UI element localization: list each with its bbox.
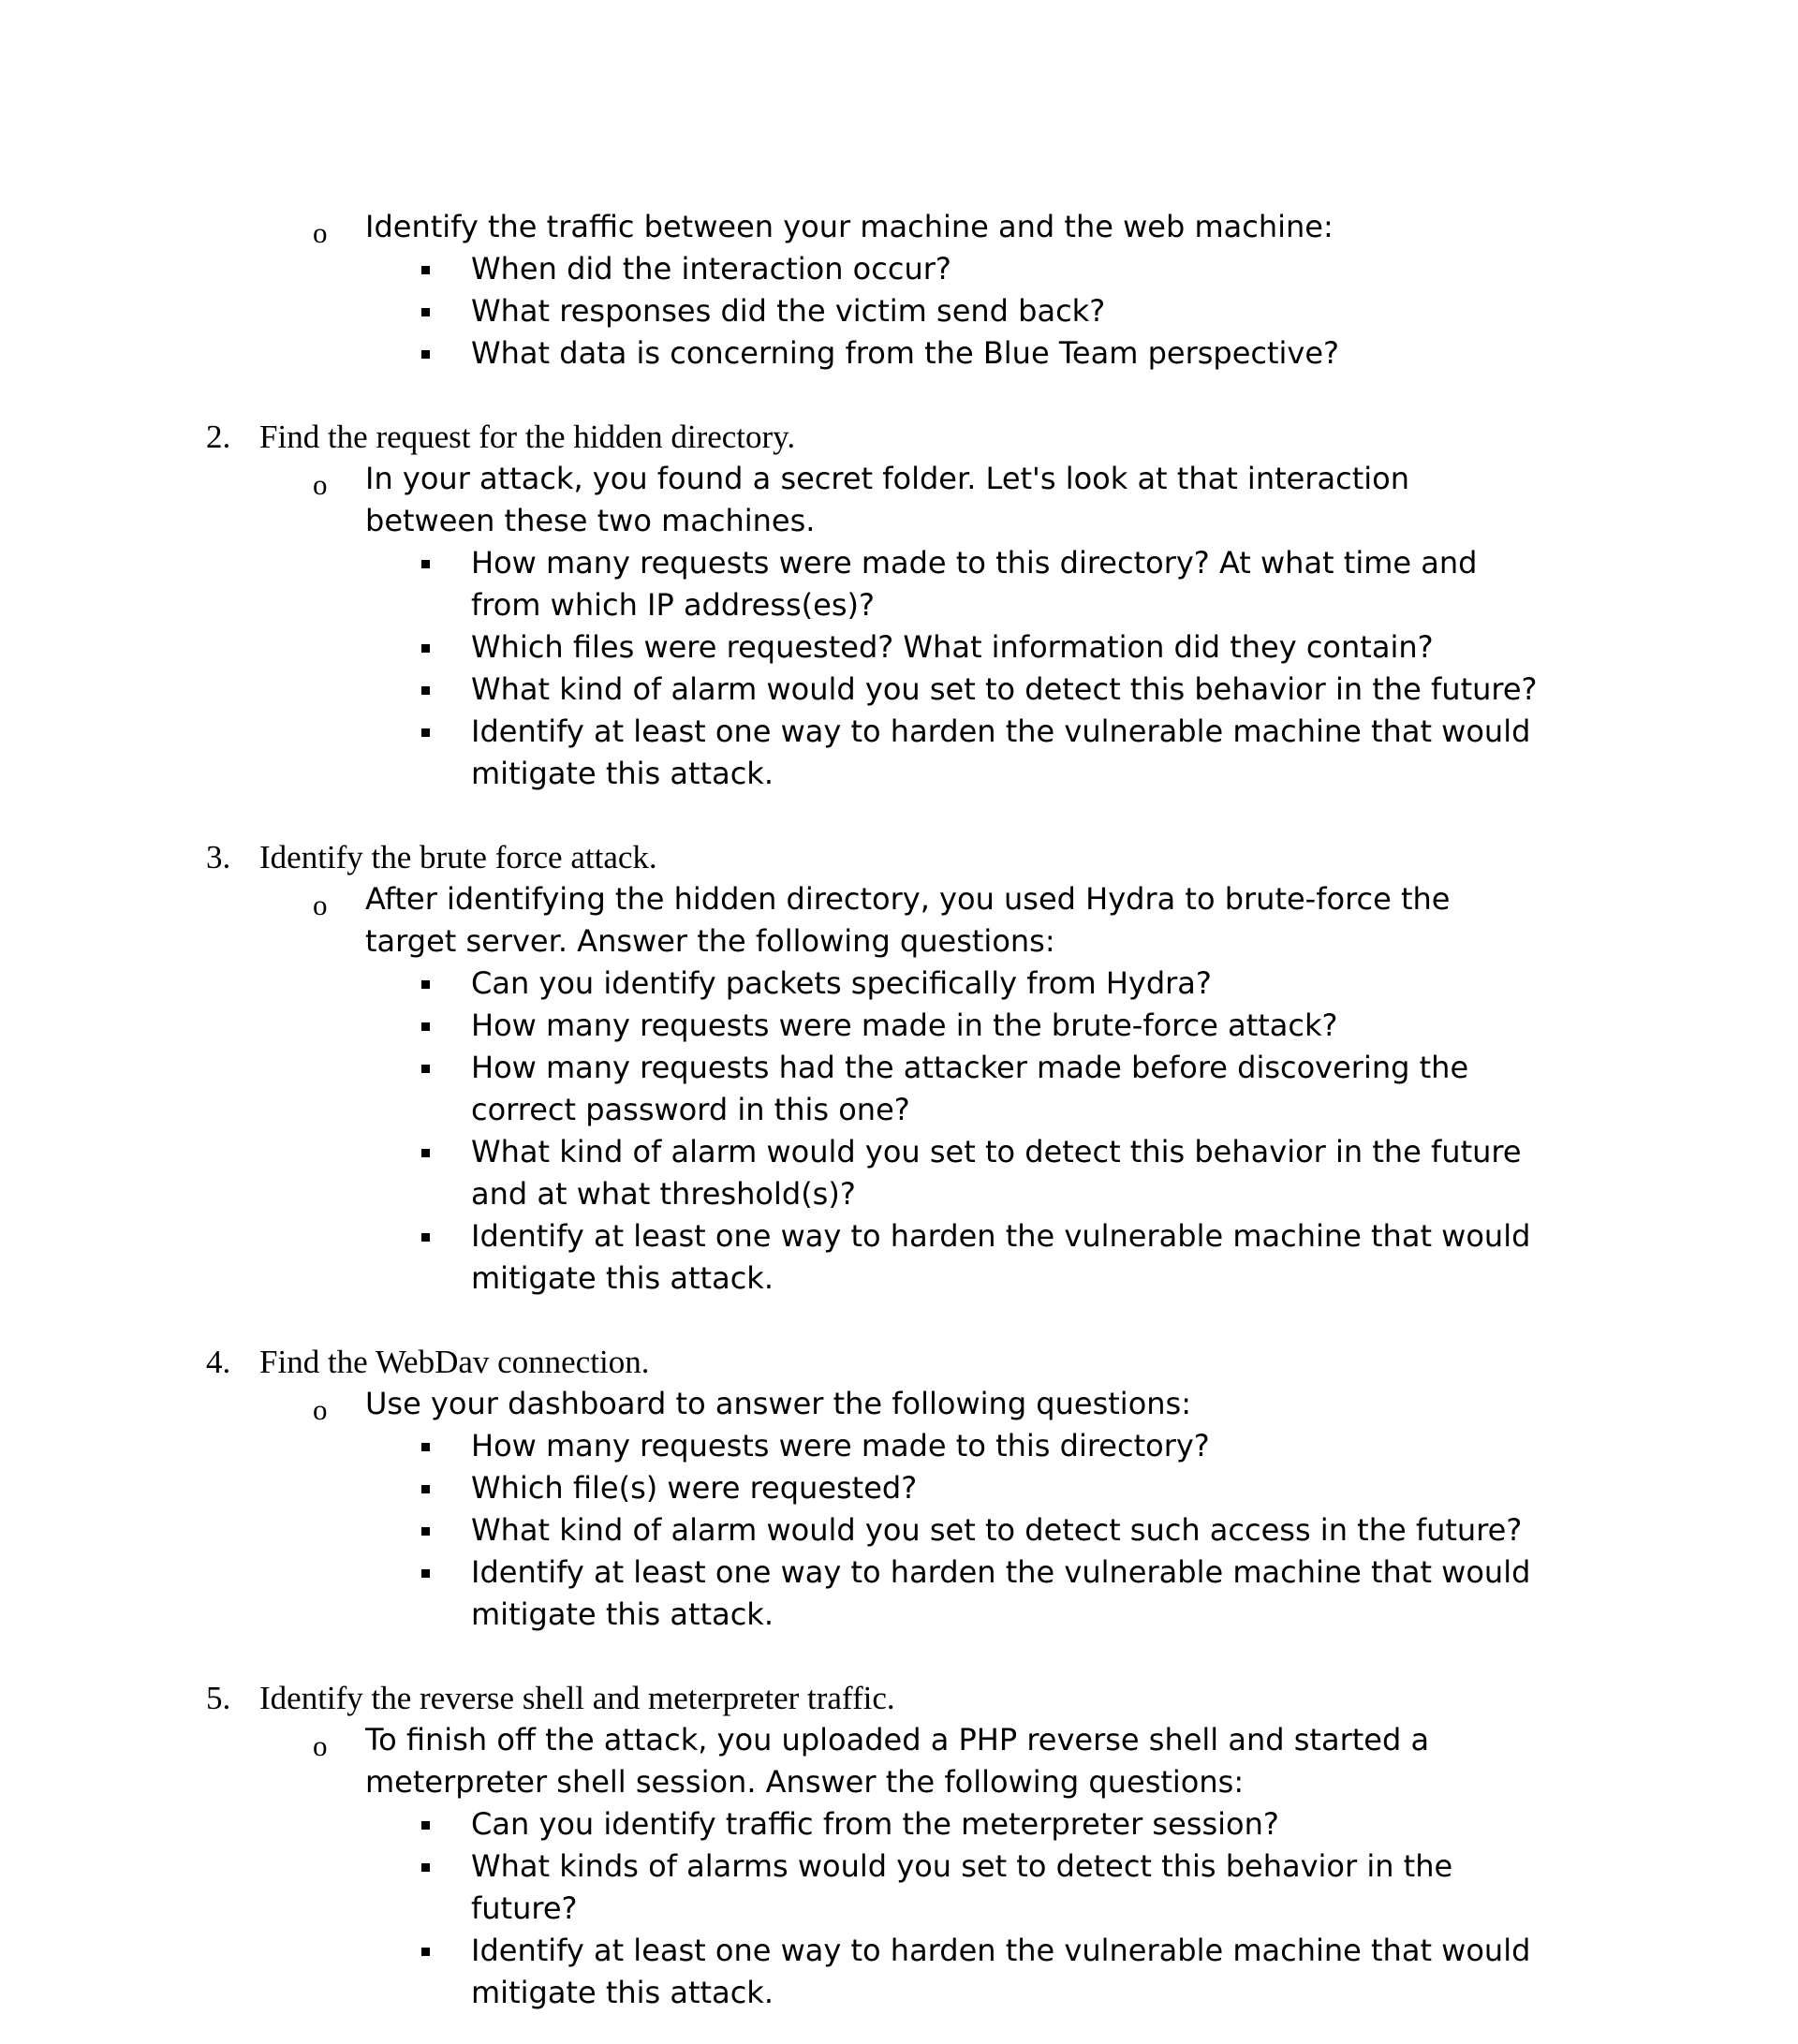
question-item <box>0 1425 1539 1467</box>
question-item <box>0 1005 1539 1047</box>
question-item <box>0 1047 1539 1131</box>
question-item <box>0 669 1539 711</box>
sub-item-text: Use your dashboard to answer the following questions: <box>365 1386 1191 1421</box>
question-text: What kind of alarm would you set to detect this behavior in the future and at what threshold(s)? <box>471 1134 1522 1212</box>
question-text: Which files were requested? What information did they contain? <box>471 629 1434 665</box>
square-bullet-icon <box>421 350 430 359</box>
square-bullet-icon <box>421 644 430 653</box>
circle-bullet-icon: o <box>313 216 328 249</box>
question-item <box>0 290 1539 332</box>
square-bullet-icon <box>421 560 430 568</box>
square-bullet-icon <box>421 266 430 274</box>
question-item <box>0 1215 1539 1300</box>
question-text: How many requests were made in the brute-force attack? <box>471 1007 1338 1043</box>
square-bullet-icon <box>421 1948 430 1956</box>
square-bullet-icon <box>421 980 430 989</box>
question-section <box>0 206 1798 375</box>
question-text: How many requests had the attacker made before discovering the correct password in this one? <box>471 1050 1469 1127</box>
sub-item-text: Identify the traffic between your machine and the web machine: <box>365 209 1334 244</box>
square-bullet-icon <box>421 1233 430 1242</box>
section-heading-text: Identify the reverse shell and meterpreter traffic. <box>259 1680 895 1716</box>
question-item <box>0 711 1539 795</box>
sub-item-text: After identifying the hidden directory, you used Hydra to brute-force the target server. Answer the following questions: <box>365 881 1451 959</box>
section-heading <box>0 1677 1798 1719</box>
circle-bullet-icon: o <box>313 889 328 921</box>
square-bullet-icon <box>421 1443 430 1451</box>
sub-item <box>0 878 1526 963</box>
section-number: 5. <box>206 1680 231 1716</box>
section-heading-text: Find the request for the hidden directory. <box>259 419 796 455</box>
question-list <box>0 963 1798 1300</box>
question-item <box>0 1551 1539 1636</box>
question-list <box>0 542 1798 795</box>
question-text: Which file(s) were requested? <box>471 1470 918 1506</box>
question-text: What kinds of alarms would you set to detect this behavior in the future? <box>471 1848 1453 1926</box>
section-number: 3. <box>206 839 231 875</box>
question-text: What kind of alarm would you set to detect such access in the future? <box>471 1512 1523 1548</box>
question-item <box>0 248 1539 290</box>
question-text: Identify at least one way to harden the vulnerable machine that would mitigate this attack. <box>471 1218 1531 1296</box>
question-text: What responses did the victim send back? <box>471 293 1106 329</box>
square-bullet-icon <box>421 1022 430 1031</box>
section-heading <box>0 836 1798 878</box>
sub-item <box>0 1383 1526 1425</box>
question-section <box>0 1341 1798 1636</box>
square-bullet-icon <box>421 686 430 695</box>
question-item <box>0 1131 1539 1215</box>
question-item <box>0 1845 1539 1930</box>
sub-item-text: In your attack, you found a secret folder. Let's look at that interaction between these two machines. <box>365 461 1409 538</box>
question-section <box>0 416 1798 795</box>
question-text: Can you identify traffic from the meterpreter session? <box>471 1806 1279 1842</box>
square-bullet-icon <box>421 308 430 316</box>
question-section <box>0 1677 1798 2014</box>
sub-item-text: To finish off the attack, you uploaded a PHP reverse shell and started a meterpreter shell session. Answer the following questions: <box>365 1722 1430 1800</box>
question-section <box>0 836 1798 1300</box>
circle-bullet-icon: o <box>313 1393 328 1426</box>
section-heading <box>0 416 1798 458</box>
question-list <box>0 248 1798 375</box>
document-page <box>0 206 1798 2014</box>
question-item <box>0 1467 1539 1509</box>
question-text: Identify at least one way to harden the vulnerable machine that would mitigate this attack. <box>471 713 1531 791</box>
square-bullet-icon <box>421 1527 430 1536</box>
section-number: 2. <box>206 419 231 455</box>
square-bullet-icon <box>421 1863 430 1872</box>
question-item <box>0 1509 1539 1551</box>
square-bullet-icon <box>421 1485 430 1493</box>
square-bullet-icon <box>421 1569 430 1578</box>
square-bullet-icon <box>421 728 430 737</box>
question-list <box>0 1803 1798 2014</box>
square-bullet-icon <box>421 1065 430 1073</box>
question-text: Can you identify packets specifically from Hydra? <box>471 965 1212 1001</box>
square-bullet-icon <box>421 1149 430 1157</box>
question-item <box>0 332 1539 375</box>
question-item <box>0 626 1539 669</box>
question-text: Identify at least one way to harden the vulnerable machine that would mitigate this attack. <box>471 1554 1531 1632</box>
section-heading <box>0 1341 1798 1383</box>
question-text: Identify at least one way to harden the vulnerable machine that would mitigate this attack. <box>471 1933 1531 2010</box>
question-item <box>0 1803 1539 1845</box>
square-bullet-icon <box>421 1821 430 1830</box>
section-heading-text: Find the WebDav connection. <box>259 1344 650 1380</box>
question-text: What data is concerning from the Blue Team perspective? <box>471 335 1340 371</box>
question-text: How many requests were made to this directory? <box>471 1428 1210 1463</box>
question-item <box>0 542 1539 626</box>
section-number: 4. <box>206 1344 231 1380</box>
question-item <box>0 1930 1539 2014</box>
sub-item <box>0 458 1526 542</box>
section-heading-text: Identify the brute force attack. <box>259 839 657 875</box>
question-item <box>0 963 1539 1005</box>
question-text: What kind of alarm would you set to detect this behavior in the future? <box>471 671 1538 707</box>
question-text: When did the interaction occur? <box>471 251 951 287</box>
circle-bullet-icon: o <box>313 1729 328 1762</box>
circle-bullet-icon: o <box>313 468 328 501</box>
sub-item <box>0 1719 1526 1803</box>
sub-item <box>0 206 1526 248</box>
question-text: How many requests were made to this directory? At what time and from which IP address(es)? <box>471 545 1478 623</box>
question-list <box>0 1425 1798 1636</box>
